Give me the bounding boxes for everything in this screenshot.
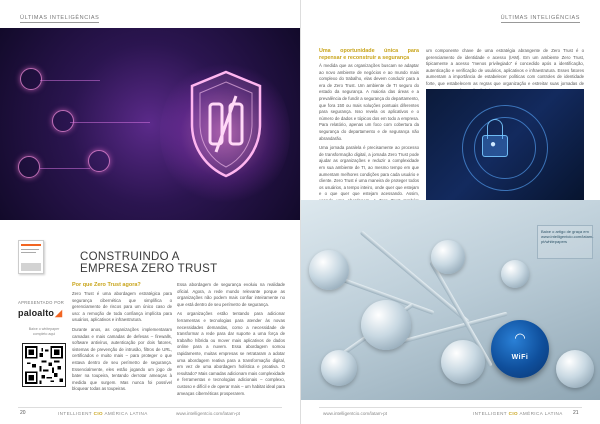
paragraph: À medida que as organizações buscam se adaptar ao novo ambiente de negócios e ao mundo mais complexo do trabalho, elas devem conduzir para a era de Zero Trust. Um ambiente de TI seguro do estado da segurança. A maioria das áreas e a prevalência de fundir a segurança do departamento, que fora 150 ou mais soluções pontuais diferentes para segurança. Isso revela os aplicativos e o número de dados e tópicos dos em todo a empresa. Para relatório, apenas um foco com cobertura da segurança do departamento e de segurança não abrandarão.	[319, 63, 419, 141]
section-tag: ÚLTIMAS INTELIGÊNCIAS	[500, 15, 580, 21]
shield-icon	[186, 68, 266, 180]
left-column-1	[72, 282, 172, 396]
subhead-opportunity: Uma oportunidade única para repensar e reconstruir a segurança	[319, 48, 419, 61]
right-page	[300, 0, 600, 424]
footer-brand: INTELLIGENT CIO AMÉRICA LATINA	[58, 411, 148, 416]
paloalto-mark-icon: ◢	[55, 308, 63, 318]
lock-icon: ●	[490, 139, 497, 150]
page-number: 21	[573, 410, 579, 416]
footer-divider	[319, 407, 582, 408]
headline-line-2: EMPRESA ZERO TRUST	[80, 263, 218, 275]
footer-url[interactable]: www.intelligentcio.com/latam-pt	[176, 411, 241, 416]
paragraph: Zero Trust é uma abordagem estratégica para segurança cibernética que simplifica o gerenciamento de riscos para um único caso de uso: a remoção de toda confiança implícita para usuários, aplicativos e infraestrutura.	[72, 291, 172, 323]
hero-image-cyber-shield	[0, 28, 300, 220]
headline-line-1: CONSTRUINDO A	[80, 251, 180, 263]
download-sidebox[interactable]: Baixe o artigo de graça em www.intelligentcio.com/latam-pt/whitepapers	[537, 225, 593, 259]
qr-code[interactable]	[22, 343, 66, 387]
wifi-node	[491, 320, 549, 378]
footer	[301, 408, 600, 416]
wifi-icon: ◠	[514, 330, 526, 345]
footer	[0, 408, 300, 416]
wifi-label: WiFi	[511, 354, 529, 361]
paragraph: Durante anos, as organizações implementaram camadas e mais camadas de defesas – firewalls, software antivírus, autenticação por dois fatores, sistemas de prevenção de intrusão, filtros de URL, certificados e muito mais – para proteger o que estava dentro de seu perímetro de segurança. Essencialmente, eles estão jogando um jogo de bater na toupeira, tentando derrotar ameaças à medida que surgem. Mas nunca foi possível bloquear todas as toupeiras.	[72, 326, 172, 392]
footer-url[interactable]: www.intelligentcio.com/latam-pt	[323, 411, 388, 416]
paragraph: Essa abordagem de segurança evoluiu na realidade oficial. Agora, a rede mundo relevante porque as organizações não podem mais confiar inteiramente no que está dentro de seu perímetro de segurança.	[177, 282, 285, 307]
qr-label: Baixe o whitepaper completo aqui	[28, 327, 60, 336]
page-number: 20	[20, 410, 26, 416]
paragraph: Uma jornada paralela é precisamente ao processo de transformação digital, a jornada Zero Trust pode ajudar as organizações e reduzir a complexidade em sua ambiente de TI, ao mesmo tempo em que aumentam melhores condições para cada usuário e cliente. Zero Trust é uma maneira de proteger todos os usuários, a tempo inteiro, onde quer que estejam e o que quer que estejam acessando. Assim,	[319, 145, 419, 197]
whitepaper-cover	[18, 240, 44, 274]
right-column-2	[426, 48, 584, 94]
lock-security-image	[426, 89, 584, 201]
section-tag: ÚLTIMAS INTELIGÊNCIAS	[20, 15, 100, 21]
sponsor-label: APRESENTADO POR	[18, 300, 65, 305]
sponsor-logo	[18, 308, 62, 319]
footer-divider	[18, 407, 282, 408]
article-headline	[80, 251, 290, 275]
footer-brand: INTELLIGENT CIO AMÉRICA LATINA	[473, 411, 563, 416]
subhead-why-zero-trust: Por que Zero Trust agora?	[72, 282, 141, 288]
paragraph: As organizações estão tentando para adicionar ferramentas e tecnologias para atender às novas necessidades demandas, como a necessidade de transformar a rede para dar suporte a uma força de trabalho híbrida ou mover mais aplicativos de dados online para a nuvem. Essa abordagem somou rapidamente, muitas empresas se retrataram a adotar uma abordagem reativa para a transformação digital, em vez de uma abordagem holística e proativa. O resultado? Mais camadas adicionam mais complexidade e ferramentas e tecnologias adicionais – complexo, custoso e difícil e de operar mais – um habitat ideal para ameaças cibernéticas prosperarem.	[177, 311, 285, 396]
paragraph: um componente chave de uma estratégia abrangente de Zero Trust é o gerenciamento de identidade e acesso (IAM). Em um ambiente Zero Trust, tipicamente a acesso "menos privilegiado" é concedido após a identificação, autenticação e verificação de usuários, aplicativos e infraestrutura. Esses fatores aumentam a importância de estabelecer políticas com controles de identidade forte, que estabelecem as regras que organização e estreitar suas jornadas de	[426, 48, 584, 86]
sponsor-name: paloalto	[18, 308, 55, 318]
left-column-2	[177, 282, 285, 400]
